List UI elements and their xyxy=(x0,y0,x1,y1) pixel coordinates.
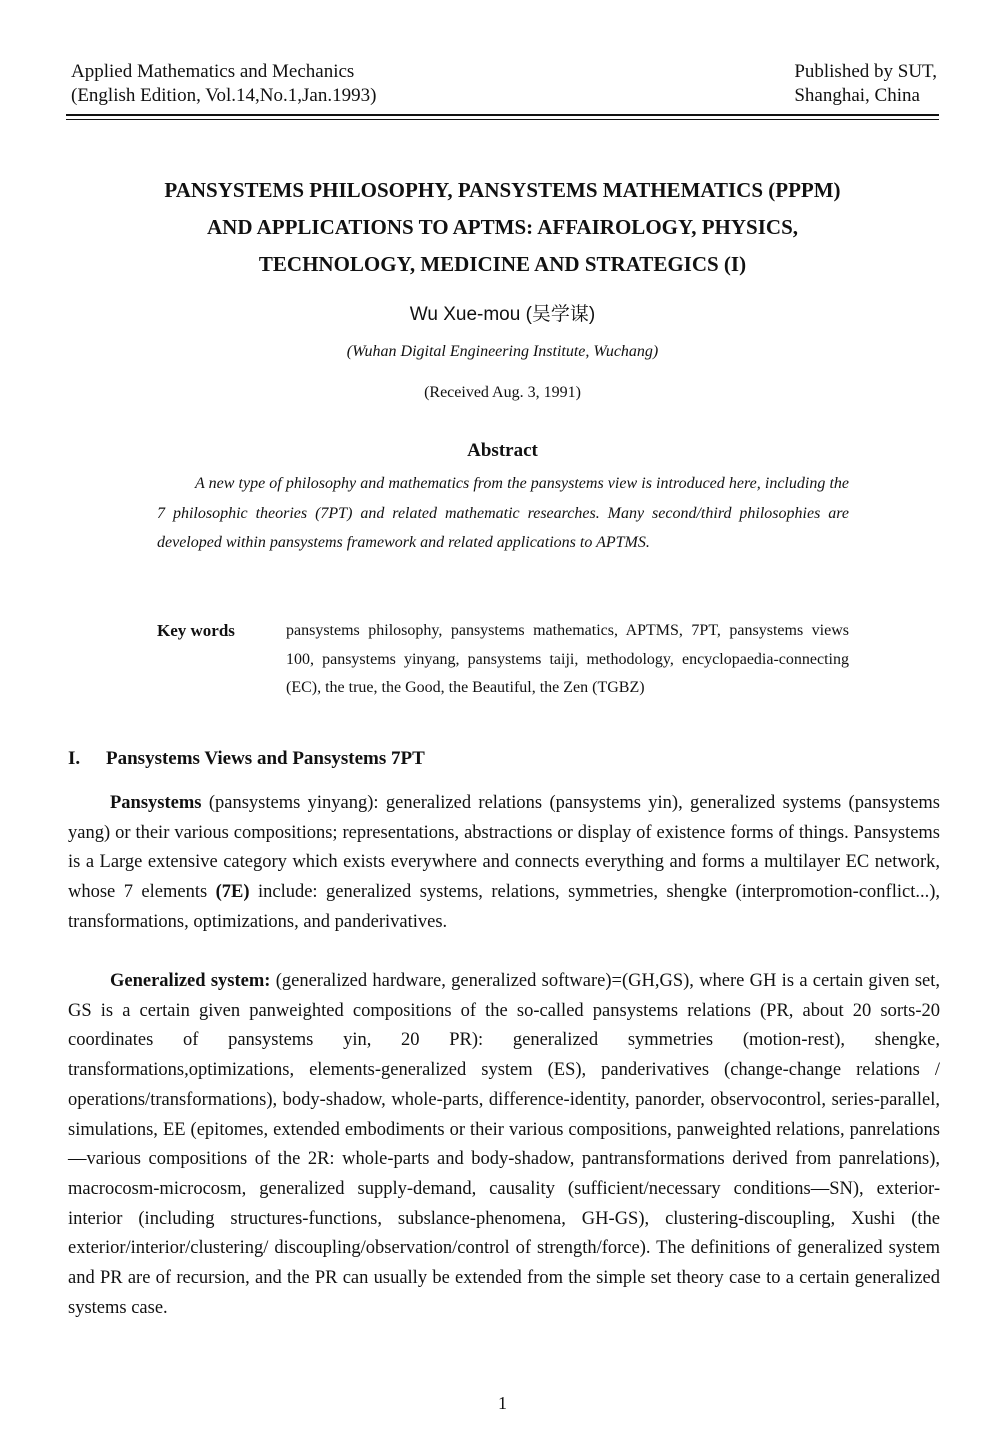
keywords-text: pansystems philosophy, pansystems mathematics, APTMS, 7PT, pansystems views 100, pansystems yinyang, pansystems taiji, methodology, encyclopaedia-connecting (EC), the true, the Good, the Beautiful, the Zen (TGBZ) xyxy=(286,622,849,696)
keywords-block xyxy=(157,617,849,703)
body-paragraph xyxy=(68,967,940,1323)
publisher-info xyxy=(794,60,937,108)
paragraph-text: (pansystems yinyang): generalized relations (pansystems yin), generalized systems (pansystems yang) or their various compositions; representations, abstractions or display of existence forms of things. Pansystems is a Large extensive category which exists everywhere and connects everything and forms a multilayer EC network, whose 7 elements xyxy=(68,793,940,903)
paragraph-text-end: include: generalized systems, relations, symmetries, shengke (interpromotion-conflict...), transformations, optimizations, and panderivatives. xyxy=(68,882,941,932)
keywords-label: Key words xyxy=(157,621,235,640)
publisher-location: Shanghai, China xyxy=(794,85,920,106)
section-title: Pansystems Views and Pansystems 7PT xyxy=(106,748,425,769)
publisher-name: Published by SUT, xyxy=(794,61,937,82)
journal-citation xyxy=(71,60,376,108)
paper-title xyxy=(80,172,925,283)
header-rule-thick xyxy=(66,114,939,116)
author-affiliation: (Wuhan Digital Engineering Institute, Wuchang) xyxy=(346,343,659,360)
paragraph-text: (generalized hardware, generalized software)=(GH,GS), where GH is a certain given set, GS is a certain given panweighted compositions of the so-called pansystems relations (PR, about 20 sorts-20 coordinates of pansystems yin, 20 PR): generalized symmetries (motion-rest), shengke, transformations,optimizations, elements-generalized system (ES), panderivatives (change-change relations / operations/transformations), body-shadow, whole-parts, difference-identity, panorder, observocontrol, series-parallel, simulations, EE (epitomes, extended embodiments or their various compositions, panweighted relations, panrelations—various compositions of the 2R: whole-parts and body-shadow, pantransformations derived from panrelations), macrocosm-microcosm, generalized supply-demand, causality (sufficient/necessary conditions—SN), exterior-interior (including structures-functions, subslance-phenomena, GH-GS), clustering-discoupling, Xushi (the exterior/interior/clustering/ discoupling/observation/control of strength/force). The definitions of generalized system and PR are of recursion, and the PR can usually be extended from the simple set theory case to a certain generalized systems case. xyxy=(68,971,940,1318)
journal-name: Applied Mathematics and Mechanics xyxy=(71,61,355,82)
title-line-3: TECHNOLOGY, MEDICINE AND STRATEGICS (I) xyxy=(258,252,747,276)
author-name: Wu Xue-mou (吴学谋) xyxy=(409,304,596,325)
paragraph-lead-term: Pansystems xyxy=(110,793,202,813)
title-line-2: AND APPLICATIONS TO APTMS: AFFAIROLOGY, PHYSICS, xyxy=(206,215,798,239)
body-paragraph xyxy=(68,789,940,938)
paragraph-lead-term: Generalized system: xyxy=(110,971,271,991)
received-date: (Received Aug. 3, 1991) xyxy=(424,384,581,401)
header-rule-thin xyxy=(66,119,939,120)
page-number: 1 xyxy=(498,1393,507,1413)
section-number: I. xyxy=(68,748,81,769)
abstract-text: A new type of philosophy and mathematics from the pansystems view is introduced here, including the 7 philosophic theories (7PT) and related mathematic researches. Many second/third philosophies are developed within pansystems framework and related applications to APTMS. xyxy=(157,475,849,551)
title-line-1: PANSYSTEMS PHILOSOPHY, PANSYSTEMS MATHEMATICS (PPPM) xyxy=(164,178,841,202)
abstract-heading: Abstract xyxy=(467,440,538,461)
section-heading xyxy=(68,748,425,770)
journal-edition: (English Edition, Vol.14,No.1,Jan.1993) xyxy=(71,85,377,106)
paragraph-bold-term: (7E) xyxy=(215,882,250,903)
